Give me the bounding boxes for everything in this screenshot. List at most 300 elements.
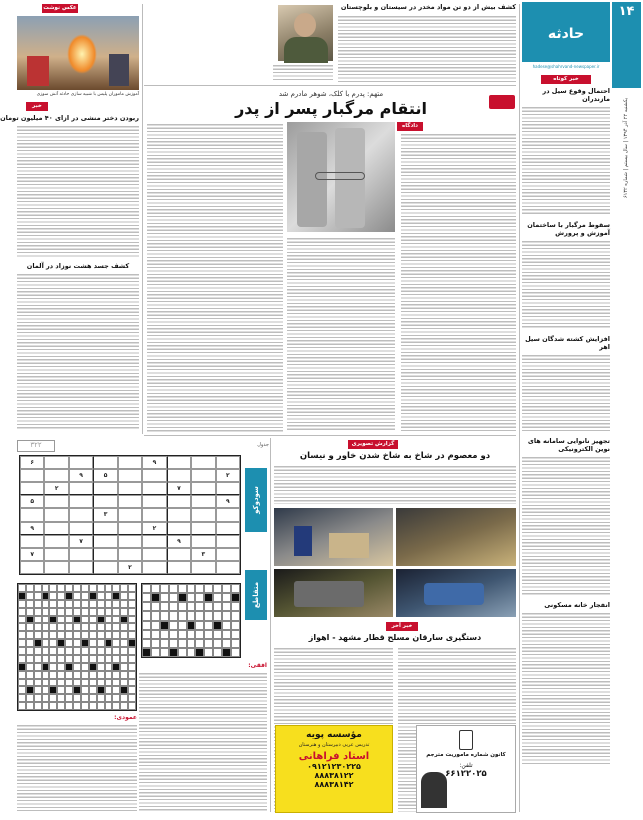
crossword-cell[interactable] — [34, 608, 42, 616]
crossword-cell[interactable] — [222, 648, 231, 657]
crossword-cell[interactable] — [65, 671, 73, 679]
crossword-cell[interactable] — [120, 655, 128, 663]
sudoku-cell[interactable] — [93, 482, 117, 495]
crossword-cell[interactable] — [222, 639, 231, 648]
sudoku-cell[interactable] — [216, 548, 240, 561]
crossword-cell[interactable] — [120, 702, 128, 710]
sudoku-cell[interactable] — [142, 548, 166, 561]
crossword-cell[interactable] — [26, 592, 34, 600]
crossword-cell[interactable] — [81, 592, 89, 600]
crossword-cell[interactable] — [120, 631, 128, 639]
crossword-cell[interactable] — [49, 663, 57, 671]
sudoku-cell[interactable] — [167, 548, 191, 561]
crossword-cell[interactable] — [26, 702, 34, 710]
crossword-cell[interactable] — [42, 616, 50, 624]
sudoku-cell[interactable] — [69, 522, 93, 535]
crossword-cell[interactable] — [26, 694, 34, 702]
crossword-cell[interactable] — [169, 602, 178, 611]
sudoku-cell[interactable] — [44, 508, 68, 521]
crossword-cell[interactable] — [81, 616, 89, 624]
crossword-cell[interactable] — [73, 608, 81, 616]
crossword-cell[interactable] — [97, 655, 105, 663]
crossword-cell[interactable] — [34, 647, 42, 655]
crossword-cell[interactable] — [26, 686, 34, 694]
crossword-cell[interactable] — [89, 671, 97, 679]
crossword-cell[interactable] — [18, 694, 26, 702]
crossword-cell[interactable] — [169, 621, 178, 630]
crossword-cell[interactable] — [57, 584, 65, 592]
crossword-cell[interactable] — [112, 671, 120, 679]
crossword-large[interactable] — [17, 583, 137, 711]
sudoku-cell[interactable] — [93, 495, 117, 508]
crossword-cell[interactable] — [97, 671, 105, 679]
crossword-cell[interactable] — [142, 602, 151, 611]
crossword-cell[interactable] — [178, 584, 187, 593]
sudoku-cell[interactable]: ۵ — [93, 469, 117, 482]
crossword-cell[interactable] — [105, 686, 113, 694]
sudoku-cell[interactable] — [216, 561, 240, 574]
crossword-cell[interactable] — [187, 584, 196, 593]
sudoku-cell[interactable] — [118, 456, 142, 469]
crossword-cell[interactable] — [222, 611, 231, 620]
crossword-cell[interactable] — [204, 584, 213, 593]
crossword-cell[interactable] — [231, 602, 240, 611]
sudoku-cell[interactable] — [44, 535, 68, 548]
crossword-cell[interactable] — [128, 655, 136, 663]
crossword-cell[interactable] — [128, 702, 136, 710]
sudoku-cell[interactable] — [142, 469, 166, 482]
crossword-cell[interactable] — [120, 608, 128, 616]
crossword-cell[interactable] — [26, 623, 34, 631]
crossword-cell[interactable] — [42, 647, 50, 655]
crossword-cell[interactable] — [169, 584, 178, 593]
crossword-cell[interactable] — [142, 593, 151, 602]
crossword-cell[interactable] — [213, 593, 222, 602]
crossword-cell[interactable] — [105, 663, 113, 671]
sudoku-cell[interactable] — [167, 456, 191, 469]
crossword-cell[interactable] — [97, 679, 105, 687]
crossword-cell[interactable] — [105, 694, 113, 702]
crossword-cell[interactable] — [26, 655, 34, 663]
sudoku-cell[interactable] — [93, 548, 117, 561]
sudoku-cell[interactable] — [118, 495, 142, 508]
crossword-cell[interactable] — [73, 592, 81, 600]
crossword-cell[interactable] — [65, 663, 73, 671]
crossword-cell[interactable] — [231, 639, 240, 648]
crossword-cell[interactable] — [195, 593, 204, 602]
crossword-cell[interactable] — [112, 647, 120, 655]
crossword-cell[interactable] — [195, 621, 204, 630]
sudoku-grid[interactable] — [19, 455, 241, 575]
crossword-cell[interactable] — [81, 679, 89, 687]
crossword-cell[interactable] — [105, 584, 113, 592]
sudoku-cell[interactable]: ۹ — [142, 456, 166, 469]
crossword-cell[interactable] — [26, 608, 34, 616]
crossword-cell[interactable] — [65, 647, 73, 655]
crossword-cell[interactable] — [65, 600, 73, 608]
sudoku-cell[interactable] — [167, 561, 191, 574]
sudoku-cell[interactable] — [142, 482, 166, 495]
crossword-cell[interactable] — [89, 608, 97, 616]
crossword-cell[interactable] — [120, 686, 128, 694]
crossword-cell[interactable] — [42, 623, 50, 631]
crossword-cell[interactable] — [112, 600, 120, 608]
crossword-cell[interactable] — [105, 671, 113, 679]
crossword-cell[interactable] — [42, 694, 50, 702]
crossword-cell[interactable] — [97, 686, 105, 694]
crossword-cell[interactable] — [142, 648, 151, 657]
crossword-cell[interactable] — [57, 600, 65, 608]
sudoku-cell[interactable] — [191, 456, 215, 469]
sudoku-cell[interactable] — [44, 548, 68, 561]
crossword-cell[interactable] — [142, 621, 151, 630]
crossword-cell[interactable] — [42, 639, 50, 647]
crossword-cell[interactable] — [204, 593, 213, 602]
crossword-cell[interactable] — [49, 694, 57, 702]
sudoku-cell[interactable] — [20, 535, 44, 548]
crossword-cell[interactable] — [18, 584, 26, 592]
crossword-cell[interactable] — [26, 671, 34, 679]
crossword-cell[interactable] — [34, 655, 42, 663]
sudoku-cell[interactable]: ۷ — [167, 482, 191, 495]
crossword-cell[interactable] — [73, 600, 81, 608]
crossword-cell[interactable] — [34, 702, 42, 710]
crossword-cell[interactable] — [89, 679, 97, 687]
crossword-cell[interactable] — [97, 702, 105, 710]
crossword-cell[interactable] — [42, 663, 50, 671]
crossword-cell[interactable] — [89, 655, 97, 663]
crossword-cell[interactable] — [65, 608, 73, 616]
sudoku-cell[interactable] — [69, 495, 93, 508]
crossword-cell[interactable] — [89, 631, 97, 639]
crossword-cell[interactable] — [49, 584, 57, 592]
crossword-cell[interactable] — [57, 631, 65, 639]
sudoku-cell[interactable] — [93, 456, 117, 469]
crossword-cell[interactable] — [169, 639, 178, 648]
crossword-cell[interactable] — [178, 648, 187, 657]
crossword-cell[interactable] — [128, 592, 136, 600]
crossword-cell[interactable] — [57, 623, 65, 631]
crossword-cell[interactable] — [34, 600, 42, 608]
crossword-cell[interactable] — [151, 602, 160, 611]
crossword-cell[interactable] — [49, 631, 57, 639]
crossword-cell[interactable] — [112, 592, 120, 600]
sudoku-cell[interactable] — [118, 535, 142, 548]
crossword-cell[interactable] — [34, 639, 42, 647]
crossword-cell[interactable] — [65, 616, 73, 624]
sudoku-cell[interactable] — [216, 482, 240, 495]
crossword-cell[interactable] — [34, 616, 42, 624]
crossword-cell[interactable] — [222, 630, 231, 639]
sudoku-cell[interactable] — [191, 482, 215, 495]
crossword-cell[interactable] — [120, 671, 128, 679]
sudoku-cell[interactable] — [142, 561, 166, 574]
crossword-cell[interactable] — [120, 584, 128, 592]
crossword-cell[interactable] — [112, 686, 120, 694]
crossword-cell[interactable] — [57, 671, 65, 679]
crossword-cell[interactable] — [112, 623, 120, 631]
crossword-cell[interactable] — [178, 639, 187, 648]
crossword-cell[interactable] — [89, 616, 97, 624]
crossword-cell[interactable] — [204, 630, 213, 639]
crossword-cell[interactable] — [81, 655, 89, 663]
crossword-cell[interactable] — [151, 648, 160, 657]
crossword-cell[interactable] — [105, 702, 113, 710]
crossword-cell[interactable] — [57, 608, 65, 616]
crossword-cell[interactable] — [73, 584, 81, 592]
crossword-cell[interactable] — [81, 608, 89, 616]
crossword-cell[interactable] — [18, 663, 26, 671]
crossword-cell[interactable] — [65, 584, 73, 592]
crossword-cell[interactable] — [89, 647, 97, 655]
crossword-cell[interactable] — [187, 602, 196, 611]
sudoku-cell[interactable]: ۲ — [118, 561, 142, 574]
crossword-cell[interactable] — [18, 702, 26, 710]
crossword-cell[interactable] — [34, 631, 42, 639]
sudoku-cell[interactable] — [118, 548, 142, 561]
sudoku-cell[interactable] — [69, 482, 93, 495]
crossword-cell[interactable] — [42, 600, 50, 608]
crossword-cell[interactable] — [142, 611, 151, 620]
crossword-cell[interactable] — [49, 608, 57, 616]
crossword-cell[interactable] — [204, 639, 213, 648]
crossword-cell[interactable] — [81, 631, 89, 639]
sudoku-cell[interactable] — [44, 456, 68, 469]
crossword-cell[interactable] — [49, 655, 57, 663]
crossword-cell[interactable] — [142, 584, 151, 593]
crossword-cell[interactable] — [195, 584, 204, 593]
crossword-cell[interactable] — [160, 621, 169, 630]
crossword-cell[interactable] — [105, 600, 113, 608]
crossword-cell[interactable] — [65, 623, 73, 631]
crossword-cell[interactable] — [42, 655, 50, 663]
crossword-cell[interactable] — [81, 694, 89, 702]
sudoku-cell[interactable]: ۹ — [20, 522, 44, 535]
crossword-cell[interactable] — [231, 630, 240, 639]
crossword-cell[interactable] — [97, 694, 105, 702]
crossword-cell[interactable] — [97, 631, 105, 639]
crossword-cell[interactable] — [42, 631, 50, 639]
crossword-cell[interactable] — [128, 647, 136, 655]
crossword-cell[interactable] — [34, 663, 42, 671]
crossword-cell[interactable] — [222, 584, 231, 593]
sudoku-cell[interactable] — [191, 535, 215, 548]
crossword-cell[interactable] — [26, 584, 34, 592]
crossword-cell[interactable] — [151, 593, 160, 602]
crossword-cell[interactable] — [112, 631, 120, 639]
crossword-cell[interactable] — [195, 602, 204, 611]
crossword-cell[interactable] — [187, 630, 196, 639]
crossword-cell[interactable] — [49, 702, 57, 710]
crossword-cell[interactable] — [142, 639, 151, 648]
crossword-cell[interactable] — [187, 639, 196, 648]
crossword-cell[interactable] — [89, 694, 97, 702]
crossword-cell[interactable] — [112, 584, 120, 592]
crossword-small[interactable] — [141, 583, 241, 658]
sudoku-cell[interactable] — [167, 522, 191, 535]
sudoku-cell[interactable] — [69, 561, 93, 574]
crossword-cell[interactable] — [97, 647, 105, 655]
crossword-cell[interactable] — [49, 639, 57, 647]
crossword-cell[interactable] — [105, 639, 113, 647]
crossword-cell[interactable] — [231, 593, 240, 602]
crossword-cell[interactable] — [128, 679, 136, 687]
crossword-cell[interactable] — [57, 679, 65, 687]
sudoku-cell[interactable] — [191, 469, 215, 482]
crossword-cell[interactable] — [169, 593, 178, 602]
crossword-cell[interactable] — [34, 694, 42, 702]
crossword-cell[interactable] — [128, 663, 136, 671]
crossword-cell[interactable] — [105, 616, 113, 624]
sudoku-cell[interactable] — [216, 456, 240, 469]
crossword-cell[interactable] — [204, 611, 213, 620]
crossword-cell[interactable] — [57, 647, 65, 655]
sudoku-cell[interactable] — [118, 482, 142, 495]
crossword-cell[interactable] — [160, 639, 169, 648]
sudoku-cell[interactable] — [44, 495, 68, 508]
crossword-cell[interactable] — [81, 647, 89, 655]
crossword-cell[interactable] — [128, 671, 136, 679]
crossword-cell[interactable] — [231, 611, 240, 620]
sudoku-cell[interactable] — [69, 508, 93, 521]
crossword-cell[interactable] — [73, 679, 81, 687]
crossword-cell[interactable] — [105, 631, 113, 639]
crossword-cell[interactable] — [97, 639, 105, 647]
crossword-cell[interactable] — [18, 616, 26, 624]
crossword-cell[interactable] — [26, 647, 34, 655]
crossword-cell[interactable] — [160, 602, 169, 611]
sudoku-cell[interactable] — [142, 495, 166, 508]
crossword-cell[interactable] — [120, 694, 128, 702]
crossword-cell[interactable] — [112, 616, 120, 624]
crossword-cell[interactable] — [112, 702, 120, 710]
crossword-cell[interactable] — [151, 639, 160, 648]
crossword-cell[interactable] — [97, 600, 105, 608]
crossword-cell[interactable] — [105, 592, 113, 600]
crossword-cell[interactable] — [26, 663, 34, 671]
crossword-cell[interactable] — [73, 623, 81, 631]
crossword-cell[interactable] — [128, 616, 136, 624]
crossword-cell[interactable] — [89, 592, 97, 600]
crossword-cell[interactable] — [213, 648, 222, 657]
crossword-cell[interactable] — [34, 592, 42, 600]
sudoku-cell[interactable] — [191, 508, 215, 521]
sudoku-cell[interactable] — [44, 469, 68, 482]
sudoku-cell[interactable] — [142, 508, 166, 521]
crossword-cell[interactable] — [73, 631, 81, 639]
crossword-cell[interactable] — [34, 584, 42, 592]
sudoku-cell[interactable] — [216, 522, 240, 535]
crossword-cell[interactable] — [112, 663, 120, 671]
crossword-cell[interactable] — [57, 686, 65, 694]
crossword-cell[interactable] — [34, 623, 42, 631]
sudoku-cell[interactable] — [191, 561, 215, 574]
sudoku-cell[interactable]: ۹ — [216, 495, 240, 508]
crossword-cell[interactable] — [73, 686, 81, 694]
sudoku-cell[interactable] — [69, 548, 93, 561]
crossword-cell[interactable] — [34, 679, 42, 687]
crossword-cell[interactable] — [112, 655, 120, 663]
crossword-cell[interactable] — [128, 694, 136, 702]
sudoku-cell[interactable]: ۷ — [20, 548, 44, 561]
crossword-cell[interactable] — [112, 694, 120, 702]
crossword-cell[interactable] — [160, 584, 169, 593]
crossword-cell[interactable] — [65, 702, 73, 710]
crossword-cell[interactable] — [231, 648, 240, 657]
crossword-cell[interactable] — [204, 621, 213, 630]
crossword-cell[interactable] — [89, 702, 97, 710]
crossword-cell[interactable] — [178, 611, 187, 620]
crossword-cell[interactable] — [81, 600, 89, 608]
sudoku-cell[interactable] — [20, 469, 44, 482]
crossword-cell[interactable] — [160, 611, 169, 620]
crossword-cell[interactable] — [187, 648, 196, 657]
crossword-cell[interactable] — [18, 608, 26, 616]
crossword-cell[interactable] — [18, 655, 26, 663]
crossword-cell[interactable] — [65, 639, 73, 647]
sudoku-cell[interactable]: ۵ — [20, 495, 44, 508]
crossword-cell[interactable] — [187, 621, 196, 630]
crossword-cell[interactable] — [151, 621, 160, 630]
crossword-cell[interactable] — [97, 592, 105, 600]
crossword-cell[interactable] — [42, 686, 50, 694]
sudoku-cell[interactable] — [93, 535, 117, 548]
crossword-cell[interactable] — [97, 608, 105, 616]
sudoku-cell[interactable]: ۳ — [191, 548, 215, 561]
crossword-cell[interactable] — [105, 623, 113, 631]
crossword-cell[interactable] — [97, 663, 105, 671]
crossword-cell[interactable] — [18, 600, 26, 608]
crossword-cell[interactable] — [97, 616, 105, 624]
crossword-cell[interactable] — [195, 639, 204, 648]
sudoku-cell[interactable]: ۷ — [69, 535, 93, 548]
sudoku-cell[interactable]: ۹ — [167, 535, 191, 548]
crossword-cell[interactable] — [178, 621, 187, 630]
crossword-cell[interactable] — [42, 671, 50, 679]
crossword-cell[interactable] — [97, 584, 105, 592]
sudoku-cell[interactable] — [93, 522, 117, 535]
crossword-cell[interactable] — [26, 639, 34, 647]
crossword-cell[interactable] — [120, 600, 128, 608]
crossword-cell[interactable] — [89, 639, 97, 647]
crossword-cell[interactable] — [195, 611, 204, 620]
crossword-cell[interactable] — [34, 671, 42, 679]
crossword-cell[interactable] — [128, 608, 136, 616]
crossword-cell[interactable] — [213, 621, 222, 630]
crossword-cell[interactable] — [73, 694, 81, 702]
crossword-cell[interactable] — [81, 671, 89, 679]
crossword-cell[interactable] — [73, 655, 81, 663]
crossword-cell[interactable] — [231, 584, 240, 593]
sudoku-cell[interactable]: ۲ — [142, 522, 166, 535]
crossword-cell[interactable] — [187, 593, 196, 602]
crossword-cell[interactable] — [151, 611, 160, 620]
crossword-cell[interactable] — [57, 616, 65, 624]
sudoku-cell[interactable] — [216, 535, 240, 548]
crossword-cell[interactable] — [169, 611, 178, 620]
crossword-cell[interactable] — [57, 592, 65, 600]
crossword-cell[interactable] — [49, 616, 57, 624]
crossword-cell[interactable] — [120, 663, 128, 671]
crossword-cell[interactable] — [105, 608, 113, 616]
crossword-cell[interactable] — [42, 702, 50, 710]
crossword-cell[interactable] — [26, 679, 34, 687]
crossword-cell[interactable] — [49, 686, 57, 694]
crossword-cell[interactable] — [120, 679, 128, 687]
crossword-cell[interactable] — [73, 639, 81, 647]
crossword-cell[interactable] — [160, 648, 169, 657]
crossword-cell[interactable] — [73, 671, 81, 679]
